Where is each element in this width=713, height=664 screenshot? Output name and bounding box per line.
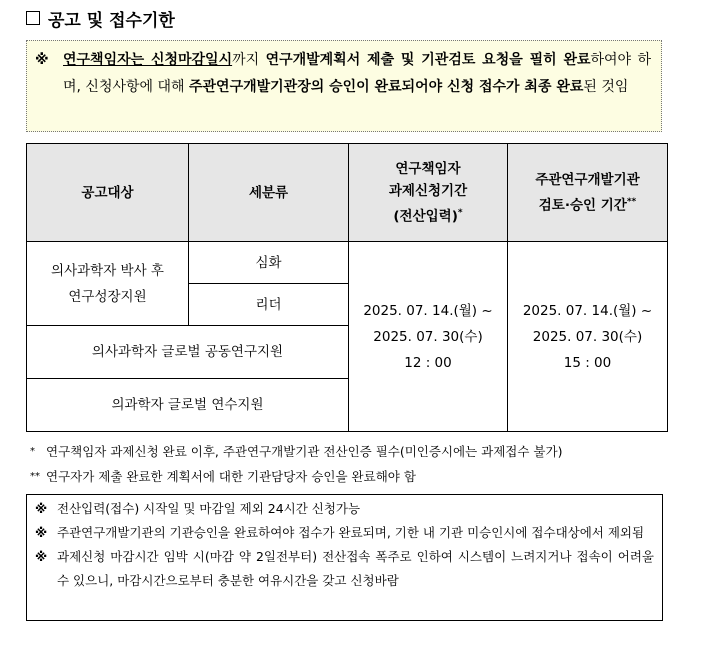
header-target: 공고대상 — [27, 144, 189, 242]
reference-mark-icon: ※ — [35, 52, 49, 68]
info-box — [26, 494, 663, 621]
reference-mark-icon: ※ — [35, 501, 48, 516]
section-heading — [26, 4, 175, 32]
header-researcher-period: 연구책임자 과제신청기간 (전산입력)* — [349, 144, 508, 242]
notice-text: 연구책임자는 신청마감일시까지 연구개발계획서 제출 및 기관검토 요청을 필히 완료하여야 하며, 신청사항에 대해 주관연구개발기관장의 승인이 완료되어야 신청 접수가 최종 완료된 것임 — [63, 52, 651, 95]
info-item: ※ 과제신청 마감시간 임박 시(마감 약 2일전부터) 전산접속 폭주로 인하여 시스템이 느려지거나 접속이 어려울 수 있으니, 마감시간으로부터 충분한 여유시간을 갖고 신청바람 — [35, 545, 654, 593]
row-global-joint-research: 의사과학자 글로벌 공동연구지원 — [27, 326, 349, 379]
footnote-item: * 연구책임자 과제신청 완료 이후, 주관연구개발기관 전산인증 필수(미인증시에는 과제접수 불가) — [30, 444, 563, 459]
info-item: ※ 주관연구개발기관의 기관승인을 완료하여야 접수가 완료되며, 기한 내 기관 미승인시에 접수대상에서 제외됨 — [35, 521, 654, 545]
footnote-item: ** 연구자가 제출 완료한 계획서에 대한 기관담당자 승인을 완료해야 함 — [30, 469, 416, 484]
notice-box — [26, 40, 662, 132]
researcher-period-cell: 2025. 07. 14.(월) ~ 2025. 07. 30(수) 12 : 00 — [349, 242, 508, 432]
row-global-training: 의과학자 글로벌 연수지원 — [27, 379, 349, 432]
org-period-cell: 2025. 07. 14.(월) ~ 2025. 07. 30(수) 15 : 00 — [508, 242, 668, 432]
reference-mark-icon: ※ — [35, 525, 48, 540]
notice-submit-emphasis: 연구개발계획서 제출 및 기관검토 요청을 필히 완료 — [265, 52, 591, 68]
header-org-period: 주관연구개발기관 검토·승인 기간** — [508, 144, 668, 242]
table-row — [27, 242, 668, 284]
row-sub-leader: 리더 — [189, 284, 349, 326]
info-item: ※ 전산입력(접수) 시작일 및 마감일 제외 24시간 신청가능 — [35, 497, 654, 521]
footnotes — [30, 439, 562, 489]
notice-deadline-emphasis: 연구책임자는 신청마감일시 — [63, 52, 233, 68]
table-header-row — [27, 144, 668, 242]
row-sub-advanced: 심화 — [189, 242, 349, 284]
row-group1-name: 의사과학자 박사 후 연구성장지원 — [27, 242, 189, 326]
notice-approval-emphasis: 주관연구개발기관장의 승인이 완료되어야 신청 접수가 최종 완료 — [189, 79, 584, 95]
reference-mark-icon: ※ — [35, 549, 48, 564]
header-subcategory: 세분류 — [189, 144, 349, 242]
section-title: 공고 및 접수기한 — [48, 10, 175, 31]
schedule-table — [26, 143, 668, 432]
checkbox-square-icon — [26, 11, 40, 25]
